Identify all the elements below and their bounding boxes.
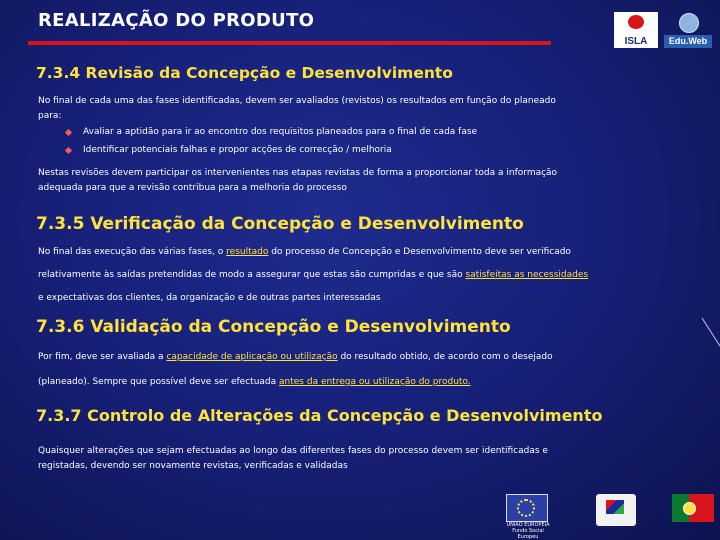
title-underline xyxy=(28,41,551,45)
decorative-stroke xyxy=(702,318,720,348)
text-span: No final das execução das várias fases, o xyxy=(38,247,227,257)
text-line xyxy=(38,264,678,287)
section-736-body xyxy=(38,345,678,395)
bullet-item xyxy=(66,127,477,137)
coat-of-arms-icon xyxy=(683,502,696,515)
text-line: No final de cada uma das fases identificadas, devem ser avaliados (revistos) os resultados em função do planeado xyxy=(38,96,556,106)
text-line xyxy=(38,370,678,395)
text-span: relativamente às saídas pretendidas de modo a assegurar que estas são cumpridas e que são xyxy=(38,270,466,280)
header-logos xyxy=(614,12,712,48)
eduweb-logo-text: Edu.Web xyxy=(664,35,712,48)
program-mark-icon xyxy=(606,500,624,514)
text-span: do processo de Concepção e Desenvolvimento deve ser verificado xyxy=(268,247,571,257)
program-logo xyxy=(596,494,636,526)
text-line: Nestas revisões devem participar os intervenientes nas etapas revistas de forma a proporcionar toda a informação xyxy=(38,168,558,178)
text-line: registadas, devendo ser novamente revistas, verificadas e validadas xyxy=(38,461,348,471)
section-title-736: 7.3.6 Validação da Concepção e Desenvolvimento xyxy=(36,317,511,337)
bullet-text: Identificar potenciais falhas e propor acções de correcção / melhoria xyxy=(83,145,392,155)
text-line xyxy=(38,345,678,370)
text-span: Por fim, deve ser avaliada a xyxy=(38,352,167,362)
section-title-737: 7.3.7 Controlo de Alterações da Concepção e Desenvolvimento xyxy=(36,406,603,425)
text-line: adequada para que a revisão contribua para a melhoria do processo xyxy=(38,183,347,193)
isla-logo-text: ISLA xyxy=(624,36,648,47)
section-737-body xyxy=(38,444,678,474)
page-title: REALIZAÇÃO DO PRODUTO xyxy=(38,10,315,31)
bullet-icon xyxy=(65,128,72,135)
bullet-icon xyxy=(65,146,72,153)
section-734-intro xyxy=(38,94,678,124)
isla-logo xyxy=(614,12,658,48)
isla-mark-icon xyxy=(628,15,644,29)
text-span: (planeado). Sempre que possível deve ser efectuada xyxy=(38,377,280,387)
bullet-item xyxy=(66,145,392,155)
eu-flag-icon xyxy=(506,494,548,522)
portugal-flag-icon xyxy=(672,494,714,522)
footer-logos xyxy=(0,490,720,540)
text-line xyxy=(38,241,678,264)
underlined-term: antes da entrega ou utilização do produto. xyxy=(279,377,471,387)
text-span: do resultado obtido, de acordo com o desejado xyxy=(337,352,553,362)
underlined-term: satisfeitas as necessidades xyxy=(465,270,589,280)
header xyxy=(38,10,314,31)
underlined-term: capacidade de aplicação ou utilização xyxy=(166,352,338,362)
text-line: e expectativas dos clientes, da organização e de outras partes interessadas xyxy=(38,293,381,303)
eu-stars-icon xyxy=(517,499,535,517)
section-734-outro xyxy=(38,166,678,196)
text-line: Quaisquer alterações que sejam efectuadas ao longo das diferentes fases do processo devem ser identificadas e xyxy=(38,446,548,456)
globe-icon xyxy=(679,13,699,33)
section-title-734: 7.3.4 Revisão da Concepção e Desenvolvimento xyxy=(36,64,453,82)
text-line: para: xyxy=(38,111,62,121)
underlined-term: resultado xyxy=(226,247,269,257)
eduweb-logo xyxy=(664,12,712,48)
eu-caption: UNIÃO EUROPEIA Fundo Social Europeu xyxy=(506,522,550,540)
section-735-body xyxy=(38,241,678,310)
section-title-735: 7.3.5 Verificação da Concepção e Desenvolvimento xyxy=(36,214,524,234)
bullet-text: Avaliar a aptidão para ir ao encontro dos requisitos planeados para o final de cada fase xyxy=(83,127,478,137)
